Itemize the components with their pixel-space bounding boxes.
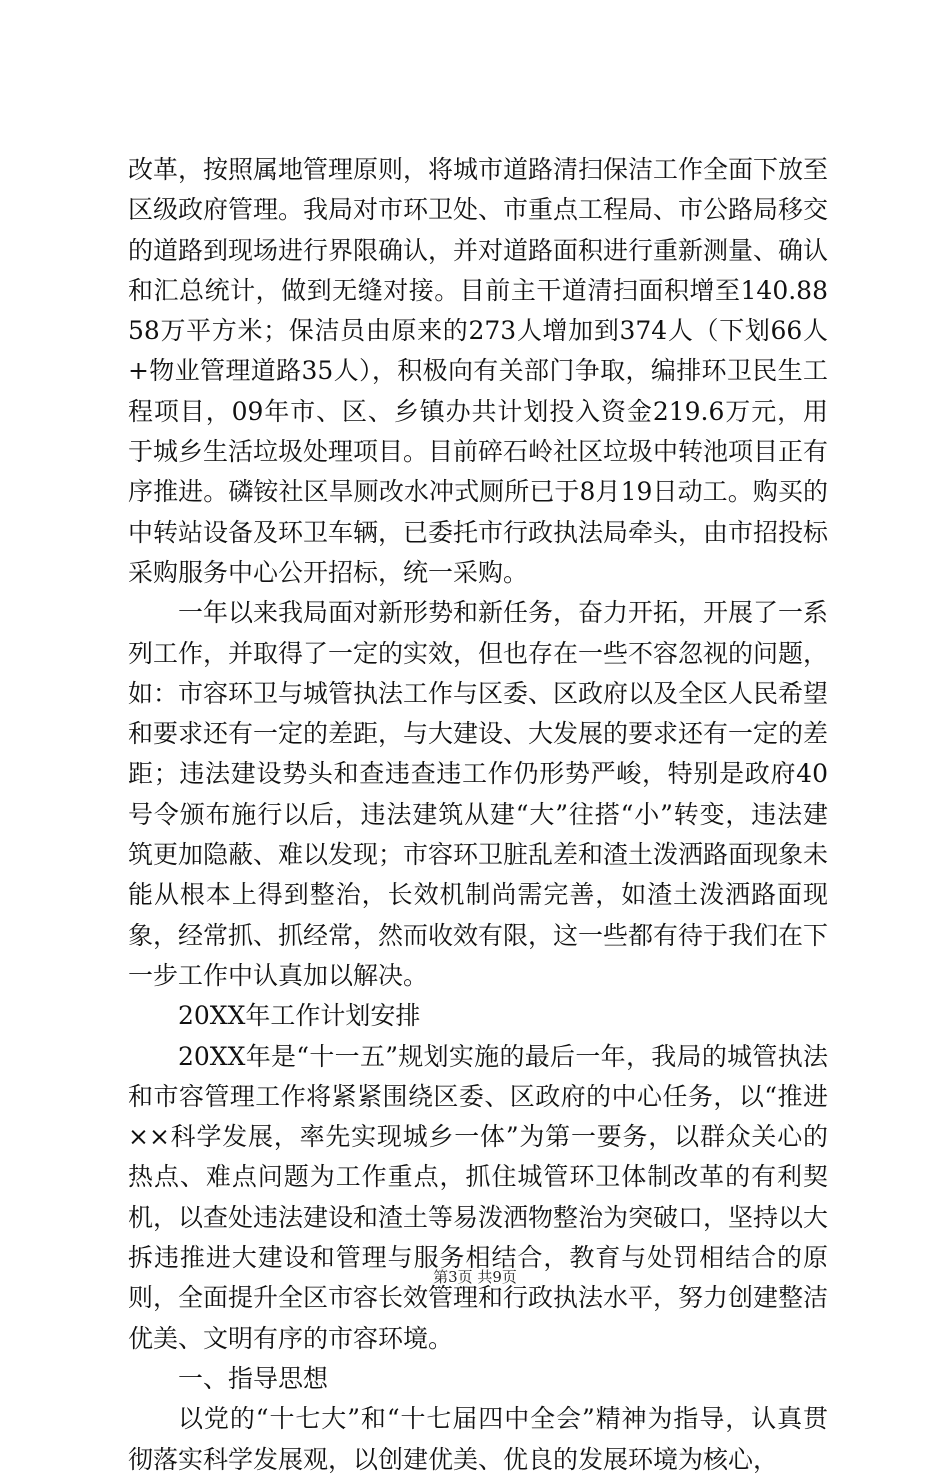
page-number-footer: 第3页 共9页 (433, 1268, 517, 1286)
paragraph-1: 改革，按照属地管理原则，将城市道路清扫保洁工作全面下放至区级政府管理。我局对市环卫处、市重点工程局、市公路局移交的道路到现场进行界限确认，并对道路面积进行重新测量、确认和汇总统计，做到无缝对接。目前主干道清扫面积增至140.8858万平方米；保洁员由原来的273人增加到374人（下划66人+物业管理道路35人），积极向有关部门争取，编排环卫民生工程项目，09年市、区、乡镇办共计划投入资金219.6万元，用于城乡生活垃圾处理项目。目前碎石岭社区垃圾中转池项目正有序推进。磷铵社区旱厕改水冲式厕所已于8月19日动工。购买的中转站设备及环卫车辆，已委托市行政执法局牵头，由市招投标采购服务中心公开招标，统一采购。 (128, 155, 829, 587)
paragraph-4: 以党的“十七大”和“十七届四中全会”精神为指导，认真贯彻落实科学发展观，以创建优美、优良的发展环境为核心， (128, 1404, 828, 1474)
section-heading-plan: 20XX年工作计划安排 (178, 1001, 421, 1031)
section-heading-guiding-ideology: 一、指导思想 (178, 1363, 329, 1393)
paragraph-2: 一年以来我局面对新形势和新任务，奋力开拓，开展了一系列工作，并取得了一定的实效，但也存在一些不容忽视的问题，如：市容环卫与城管执法工作与区委、区政府以及全区人民希望和要求还有一定的差距，与大建设、大发展的要求还有一定的差距；违法建设势头和查违查违工作仍形势严峻，特别是政府40号令颁布施行以后，违法建筑从建“大”往搭“小”转变，违法建筑更加隐蔽、难以发现；市容环卫脏乱差和渣土泼洒路面现象未能从根本上得到整治，长效机制尚需完善，如渣土泼洒路面现象，经常抓、抓经常，然而收效有限，这一些都有待于我们在下一步工作中认真加以解决。 (128, 598, 829, 990)
paragraph-3: 20XX年是“十一五”规划实施的最后一年，我局的城管执法和市容管理工作将紧紧围绕区委、区政府的中心任务，以“推进××科学发展，率先实现城乡一体”为第一要务，以群众关心的热点、难点问题为工作重点，抓住城管环卫体制改革的有利契机，以查处违法建设和渣土等易泼洒物整治为突破口，坚持以大拆违推进大建设和管理与服务相结合，教育与处罚相结合的原则，全面提升全区市容长效管理和行政执法水平，努力创建整洁优美、文明有序的市容环境。 (128, 1041, 829, 1353)
